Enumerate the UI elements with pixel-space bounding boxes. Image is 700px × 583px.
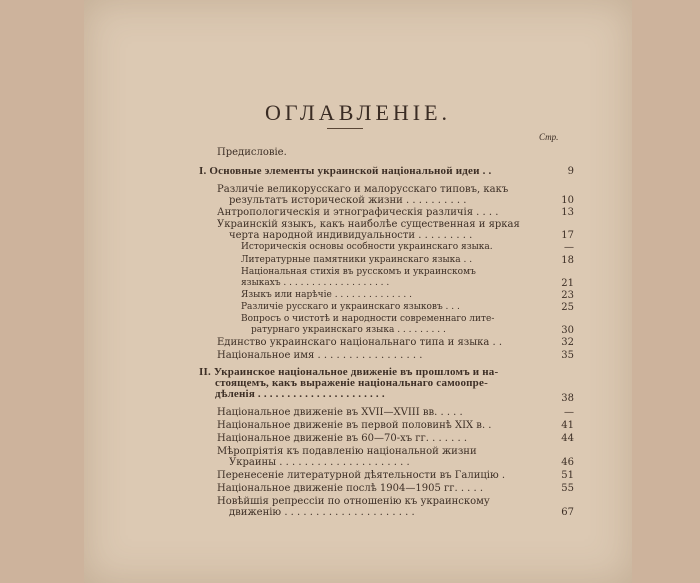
toc-page-number: 67 <box>561 507 574 518</box>
toc-subentry <box>241 242 557 253</box>
book-page <box>84 0 632 583</box>
toc-page-number: 9 <box>567 166 574 177</box>
toc-page-number: 46 <box>561 457 574 468</box>
toc-page-number: 44 <box>561 433 574 444</box>
toc-entry-text: Національное движеніе въ первой половинѣ XIX в. . <box>217 420 492 431</box>
toc-entry-text-cont: дѣленія . . . . . . . . . . . . . . . . . . . . . . <box>215 388 385 400</box>
title-divider <box>327 128 363 129</box>
page-column-header: Стр. <box>539 132 559 142</box>
toc-page-number: 55 <box>561 483 574 494</box>
toc-entry <box>217 420 557 431</box>
toc-entry-text-cont: Украины . . . . . . . . . . . . . . . . . . . . . <box>229 457 410 468</box>
toc-entry <box>217 433 557 444</box>
toc-page-number: 23 <box>561 290 574 301</box>
toc-subentry <box>241 290 557 301</box>
toc-entry-text: Мѣропріятія къ подавленію національной жизни <box>217 446 477 457</box>
toc-subentry <box>241 267 557 289</box>
toc-page-number: 25 <box>561 302 574 313</box>
toc-entry-text: Литературные памятники украинскаго языка . . <box>241 255 473 265</box>
toc-subentry <box>241 302 557 313</box>
toc-entry-text: Національная стихія въ русскомъ и украинскомъ <box>241 267 476 277</box>
toc-entry-text: I. Основные элементы украинской національной идеи . . <box>199 165 492 177</box>
toc-entry-text-cont: языкахъ . . . . . . . . . . . . . . . . . . . <box>241 278 390 288</box>
toc-entry-text: Антропологическія и этнографическія различія . . . . <box>217 207 499 218</box>
toc-entry-text-cont: черта народной индивидуальности . . . . . . . . . <box>229 230 473 241</box>
toc-entry-text-cont: ратурнаго украинскаго языка . . . . . . . . . <box>251 325 446 335</box>
toc-entry-text-cont: результатъ исторической жизни . . . . . . . . . . <box>229 195 467 206</box>
toc-entry-text: Различіе русскаго и украинскаго языковъ . . . <box>241 302 460 312</box>
toc-entry-text: Украинскій языкъ, какъ наиболѣе существенная и яркая <box>217 219 520 230</box>
toc-entry <box>217 219 557 241</box>
toc-entry <box>217 483 557 494</box>
toc-entry-text: Историческія основы особности украинскаго языка. <box>241 242 493 252</box>
toc-entry <box>217 470 557 481</box>
toc-entry <box>217 496 557 518</box>
toc-entry <box>217 446 557 468</box>
toc-page-number: 17 <box>561 230 574 241</box>
toc-entry-text: Предисловіе. <box>217 147 287 158</box>
toc-subentry <box>241 314 557 336</box>
toc-entry-text-cont: движенію . . . . . . . . . . . . . . . . . . . . . <box>229 507 415 518</box>
toc-entry-text: Національное движеніе послѣ 1904—1905 гг. . . . . <box>217 483 484 494</box>
toc-entry <box>217 207 557 218</box>
toc-entry-text: Перенесеніе литературной дѣятельности въ Галицію . <box>217 470 506 481</box>
toc-page-number: 35 <box>561 350 574 361</box>
toc-entry-text: Національное движеніе въ 60—70-хъ гг. . . . . . . <box>217 433 468 444</box>
toc-page-number: 41 <box>561 420 574 431</box>
toc-page-number: 18 <box>561 255 574 266</box>
toc-page-number: — <box>564 407 574 418</box>
toc-page-number: 38 <box>561 393 574 404</box>
toc-entry-text: Языкъ или нарѣчіе . . . . . . . . . . . . . . <box>241 290 412 300</box>
toc-page-number: 10 <box>561 195 574 206</box>
toc-page-number: 21 <box>561 278 574 289</box>
toc-entry-text: II. Украинское національное движеніе въ прошломъ и на- <box>199 366 499 378</box>
toc-page-number: 30 <box>561 325 574 336</box>
toc-entry-text: Единство украинскаго національнаго типа и языка . . <box>217 337 503 348</box>
toc-entry <box>217 350 557 361</box>
toc-entry-text: Національное движеніе въ XVII—XVIII вв. . . . . <box>217 407 463 418</box>
toc-chapter <box>199 367 559 400</box>
toc-page-number: 51 <box>561 470 574 481</box>
toc-entry-text: Различіе великорусскаго и малорусскаго типовъ, какъ <box>217 184 509 195</box>
toc-page-number: — <box>564 242 574 253</box>
toc-entry-text: Новѣйшія репрессіи по отношенію къ украинскому <box>217 496 490 507</box>
toc-page-number: 32 <box>561 337 574 348</box>
page-title: ОГЛАВЛЕНІЕ. <box>264 100 452 125</box>
toc-entry <box>217 337 557 348</box>
toc-entry <box>217 407 557 418</box>
toc-entry <box>217 184 557 206</box>
toc-entry-text: Національное имя . . . . . . . . . . . . . . . . . <box>217 350 423 361</box>
toc-entry-text: Вопросъ о чистотѣ и народности современнаго лите- <box>241 314 495 324</box>
toc-subentry <box>241 255 557 266</box>
toc-entry <box>217 147 287 158</box>
toc-page-number: 13 <box>561 207 574 218</box>
toc-chapter <box>199 166 559 177</box>
toc-entry-text-cont: стоящемъ, какъ выраженіе національнаго самоопре- <box>215 377 488 389</box>
